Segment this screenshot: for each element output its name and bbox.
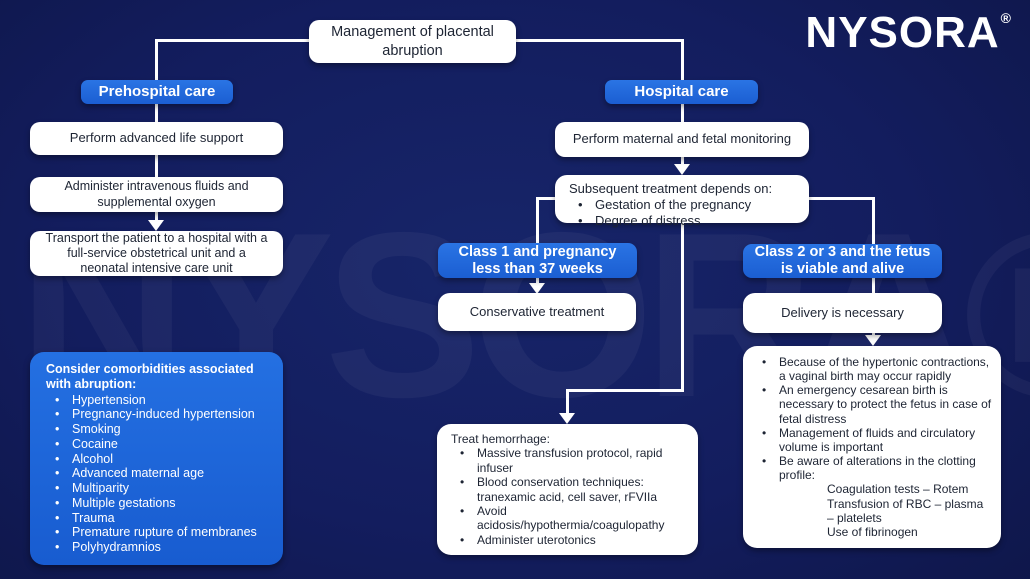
- nysora-logo: [805, 8, 1012, 58]
- chart-title: Management of placental abruption: [331, 24, 494, 59]
- clotting-profile-subitem: Transfusion of RBC – plasma – platelets: [827, 496, 984, 525]
- connector-hospital-step1: [681, 104, 684, 122]
- hemorrhage-item: • Blood conservation techniques: tranexamic acid, cell saver, rFVIIa: [451, 475, 688, 504]
- comorbidity-item: • Premature rupture of membranes: [46, 525, 271, 540]
- connector-subsequent-to-hemorrhage-v2: [566, 389, 569, 415]
- delivery-note-item: • Because of the hypertonic contractions, a vaginal birth may occur rapidly: [753, 355, 993, 383]
- comorbidity-item: • Cocaine: [46, 437, 271, 452]
- connector-subsequent-to-class2-v: [872, 197, 875, 245]
- step-maternal-fetal-monitoring-label: Perform maternal and fetal monitoring: [572, 131, 792, 147]
- connector-subsequent-to-hemorrhage-v1: [681, 223, 684, 392]
- class2-condition-node: [743, 244, 942, 278]
- step-advanced-life-support-label: Perform advanced life support: [69, 130, 244, 146]
- subsequent-item: • Degree of distress: [569, 213, 799, 229]
- arrowhead-hemorrhage: [559, 413, 575, 424]
- subsequent-treatment-box: [555, 175, 809, 228]
- comorbidity-item: • Advanced maternal age: [46, 466, 271, 481]
- connector-subsequent-to-hemorrhage-h: [566, 389, 684, 392]
- step-advanced-life-support: [30, 122, 283, 155]
- class2-condition-label: Class 2 or 3 and the fetus is viable and alive: [754, 244, 931, 277]
- hospital-care-label: Hospital care: [634, 83, 729, 101]
- chart-title-node: [309, 20, 516, 63]
- arrowhead-transport: [148, 220, 164, 231]
- clotting-profile-subitem: Coagulation tests – Rotem: [827, 482, 969, 497]
- step-transport-patient: [30, 231, 283, 276]
- delivery-note-item: • An emergency cesarean birth is necessary to protect the fetus in case of fetal distress: [753, 383, 993, 425]
- prehospital-care-header: [81, 80, 233, 104]
- registered-trademark-icon: ®: [1000, 10, 1012, 26]
- treat-hemorrhage-box: [437, 424, 698, 555]
- comorbidity-item: • Pregnancy-induced hypertension: [46, 407, 271, 422]
- subsequent-treatment-title: Subsequent treatment depends on:: [569, 181, 773, 196]
- comorbidity-item: • Multiparity: [46, 481, 271, 496]
- step-transport-patient-label: Transport the patient to a hospital with a full-service obstetrical unit and a neonatal intensive care unit: [45, 231, 268, 275]
- class1-condition-label: Class 1 and pregnancy less than 37 weeks: [458, 243, 617, 277]
- arrowhead-delivery-notes: [865, 335, 881, 346]
- clotting-profile-subitem: Use of fibrinogen: [827, 524, 918, 539]
- connector-title-to-hospital-h: [515, 39, 684, 42]
- connector-prehospital-step1: [155, 104, 158, 122]
- connector-subsequent-to-class1-v: [536, 197, 539, 244]
- hemorrhage-item: • Administer uterotonics: [451, 533, 688, 547]
- connector-title-to-prehospital-h: [155, 39, 312, 42]
- connector-title-to-hospital-v: [681, 39, 684, 80]
- delivery-note-item: • Management of fluids and circulatory volume is important: [753, 426, 993, 454]
- conservative-treatment-label: Conservative treatment: [469, 303, 605, 319]
- delivery-necessary-node: [743, 293, 942, 333]
- connector-subsequent-to-class2-h: [807, 197, 875, 200]
- delivery-note-item: • Be aware of alterations in the clotting profile:: [753, 454, 993, 482]
- arrowhead-subsequent: [674, 164, 690, 175]
- prehospital-care-label: Prehospital care: [98, 83, 216, 101]
- hemorrhage-item: • Avoid acidosis/hypothermia/coagulopathy: [451, 504, 688, 533]
- comorbidity-item: • Multiple gestations: [46, 496, 271, 511]
- connector-class2-to-delivery: [872, 278, 875, 294]
- step-iv-fluids-oxygen: [30, 177, 283, 212]
- comorbidities-box: [30, 352, 283, 565]
- connector-title-to-prehospital-v: [155, 39, 158, 80]
- delivery-notes-box: [743, 346, 1001, 548]
- conservative-treatment-node: [438, 293, 636, 331]
- hemorrhage-item: • Massive transfusion protocol, rapid infuser: [451, 446, 688, 475]
- treat-hemorrhage-title: Treat hemorrhage:: [451, 432, 550, 446]
- delivery-necessary-label: Delivery is necessary: [781, 304, 904, 320]
- hospital-care-header: [605, 80, 758, 104]
- subsequent-item: • Gestation of the pregnancy: [569, 197, 799, 213]
- comorbidity-item: • Hypertension: [46, 393, 271, 408]
- comorbidities-title: Consider comorbidities associated with abruption:: [46, 362, 254, 391]
- step-iv-fluids-oxygen-label: Administer intravenous fluids and supplemental oxygen: [64, 178, 249, 209]
- connector-subsequent-to-class1-h: [536, 197, 556, 200]
- nysora-logo-text: NYSORA: [805, 8, 1000, 57]
- comorbidity-item: • Polyhydramnios: [46, 540, 271, 555]
- step-maternal-fetal-monitoring: [555, 122, 809, 157]
- comorbidity-item: • Alcohol: [46, 452, 271, 467]
- connector-prehospital-step2: [155, 155, 158, 177]
- comorbidity-item: • Smoking: [46, 422, 271, 437]
- class1-condition-node: [438, 243, 637, 278]
- comorbidity-item: • Trauma: [46, 511, 271, 526]
